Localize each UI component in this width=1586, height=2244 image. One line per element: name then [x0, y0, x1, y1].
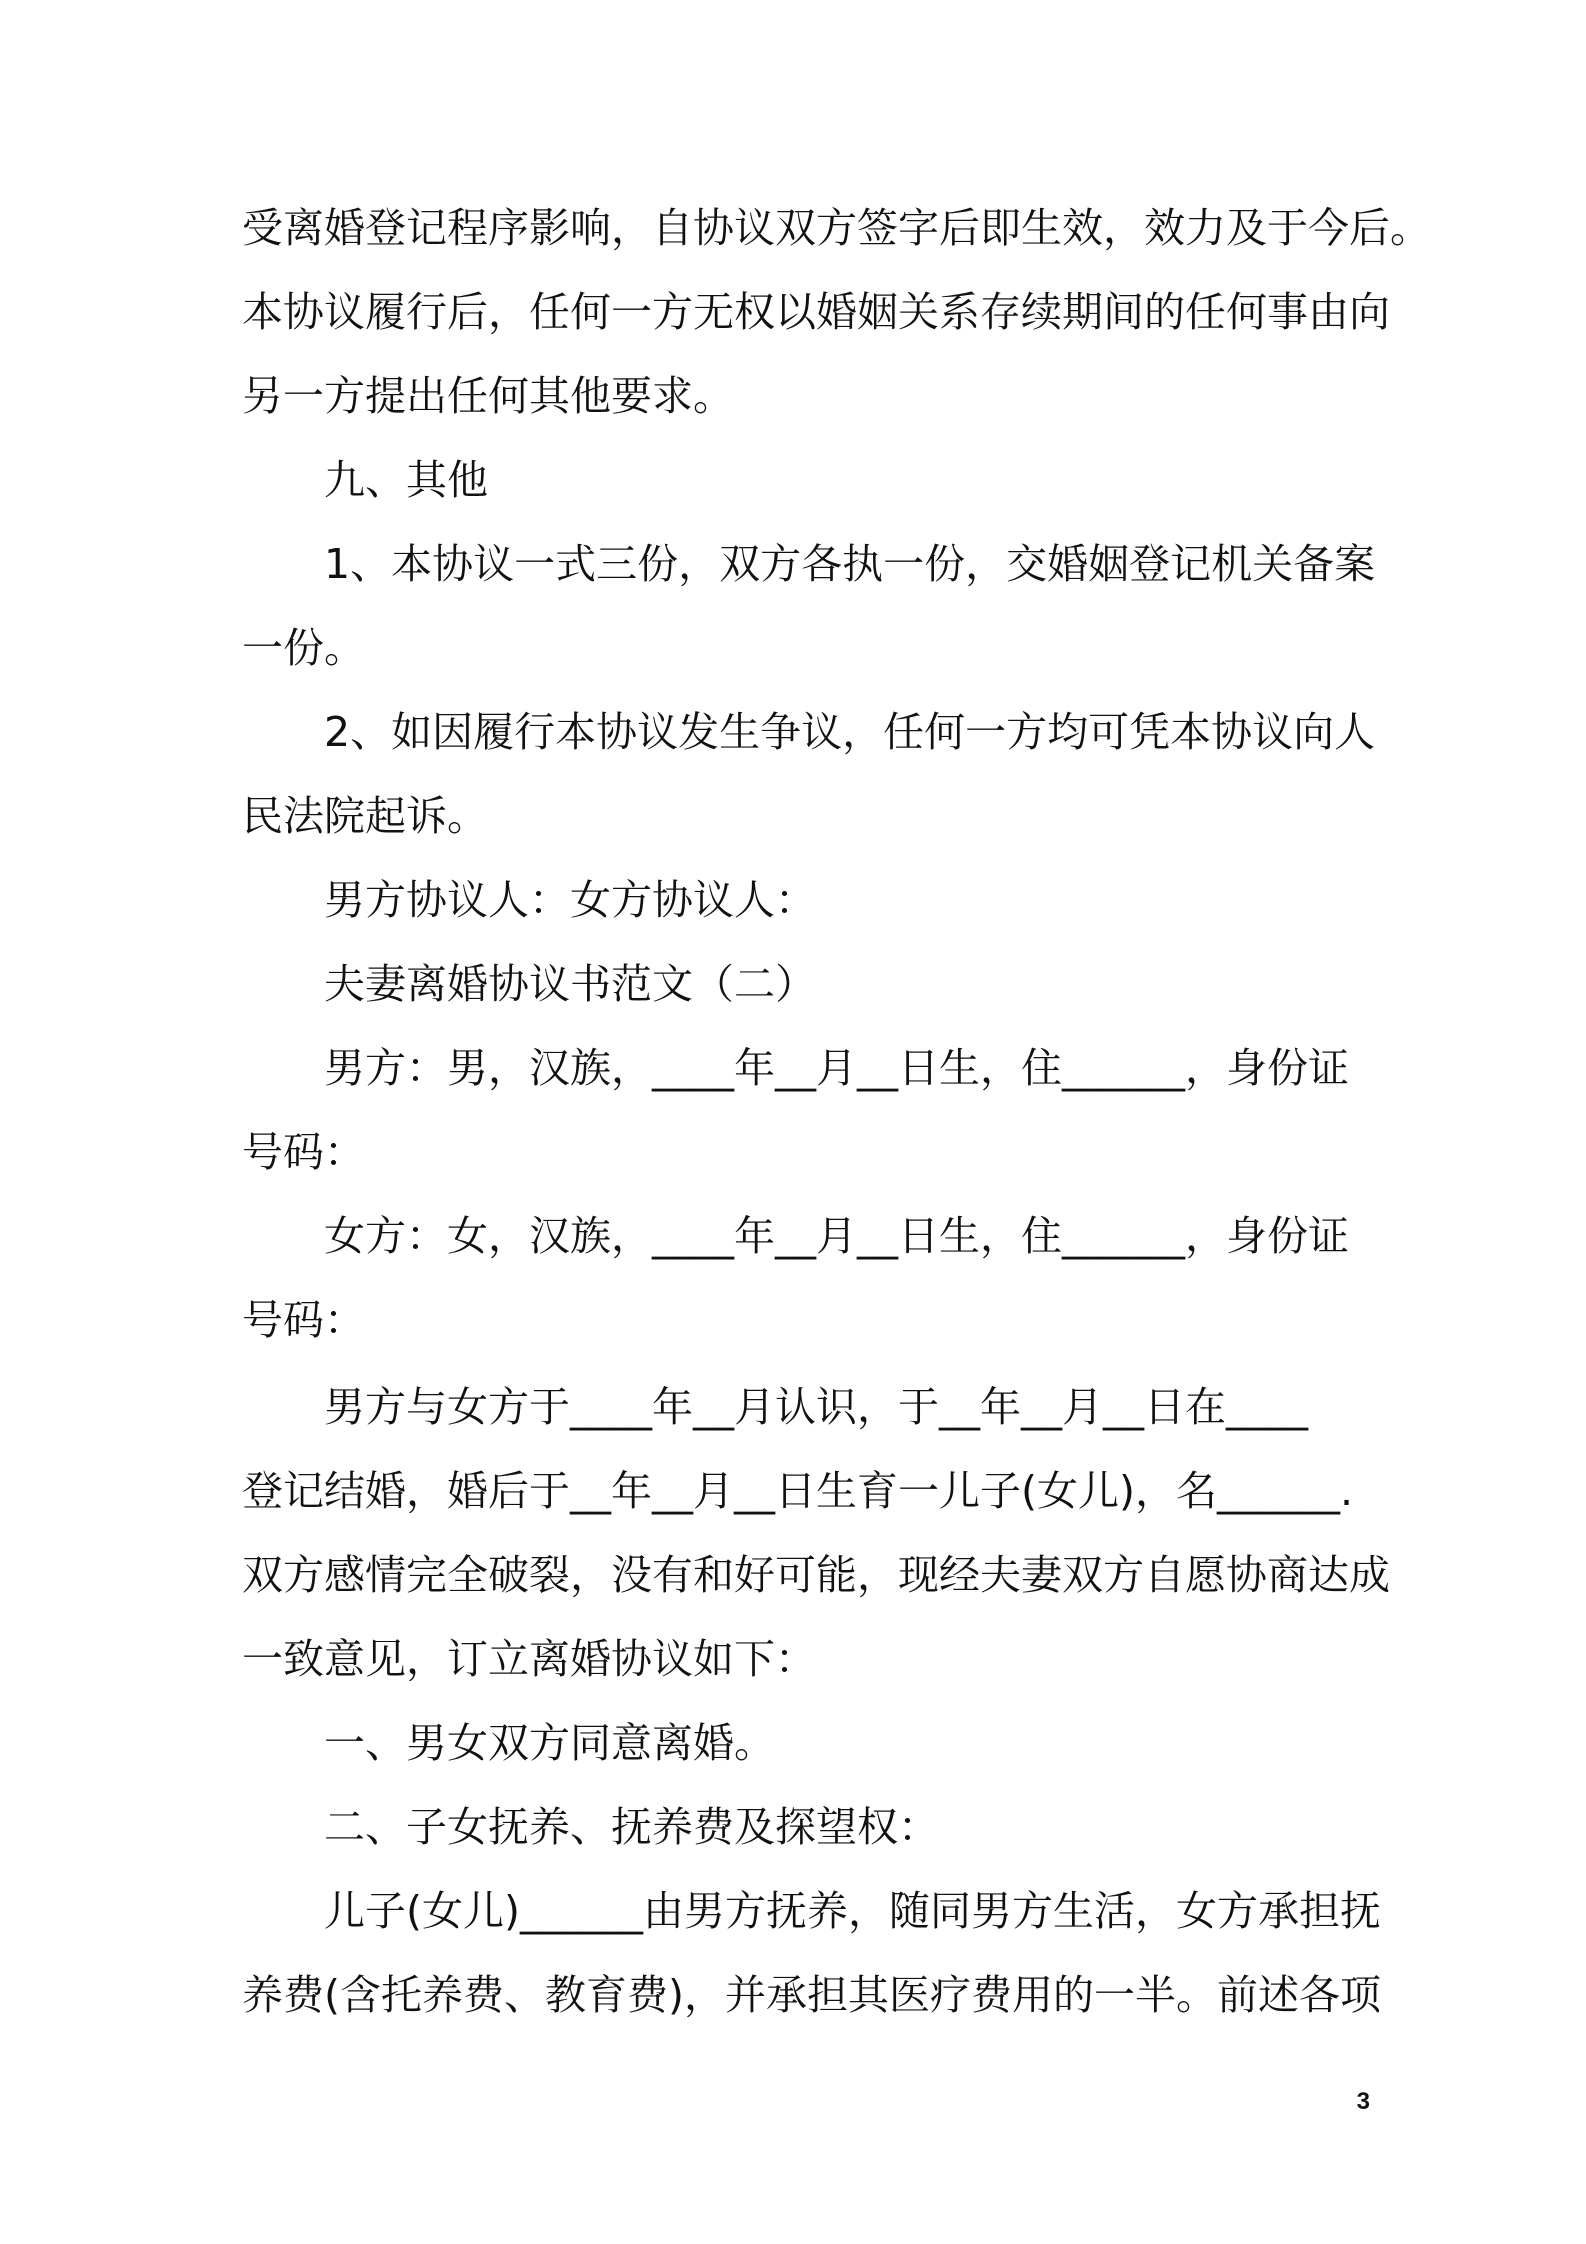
- page-number: 3: [1356, 2088, 1370, 2115]
- text-line: 男方与女方于____年__月认识，于__年__月__日在____: [324, 1383, 1308, 1431]
- text-line: 民法院起诉。: [242, 792, 488, 840]
- text-line: 登记结婚，婚后于__年__月__日生育一儿子(女儿)，名______.: [242, 1467, 1354, 1515]
- text-line: 一份。: [242, 624, 365, 672]
- signature-line: 男方协议人：女方协议人：: [324, 876, 816, 924]
- section-heading: 一、男女双方同意离婚。: [324, 1719, 775, 1767]
- text-line: 号码：: [242, 1128, 365, 1176]
- text-line: 受离婚登记程序影响，自协议双方签字后即生效，效力及于今后。: [242, 204, 1431, 252]
- text-line: 另一方提出任何其他要求。: [242, 372, 734, 420]
- text-line: 2、如因履行本协议发生争议，任何一方均可凭本协议向人: [324, 708, 1376, 756]
- text-line: 双方感情完全破裂，没有和好可能，现经夫妻双方自愿协商达成: [242, 1551, 1390, 1599]
- document-subtitle: 夫妻离婚协议书范文（二）: [324, 960, 816, 1008]
- text-line: 1、本协议一式三份，双方各执一份，交婚姻登记机关备案: [324, 540, 1376, 588]
- text-line: 儿子(女儿)______由男方抚养，随同男方生活，女方承担抚: [324, 1887, 1381, 1935]
- text-line: 本协议履行后，任何一方无权以婚姻关系存续期间的任何事由向: [242, 288, 1390, 336]
- text-line: 养费(含托养费、教育费)，并承担其医疗费用的一半。前述各项: [242, 1971, 1381, 2019]
- text-line: 号码：: [242, 1296, 365, 1344]
- section-heading: 九、其他: [324, 456, 488, 504]
- text-line: 女方：女，汉族，____年__月__日生，住______，身份证: [324, 1212, 1349, 1260]
- text-line: 男方：男，汉族，____年__月__日生，住______，身份证: [324, 1044, 1349, 1092]
- text-line: 一致意见，订立离婚协议如下：: [242, 1635, 816, 1683]
- section-heading: 二、子女抚养、抚养费及探望权：: [324, 1803, 939, 1851]
